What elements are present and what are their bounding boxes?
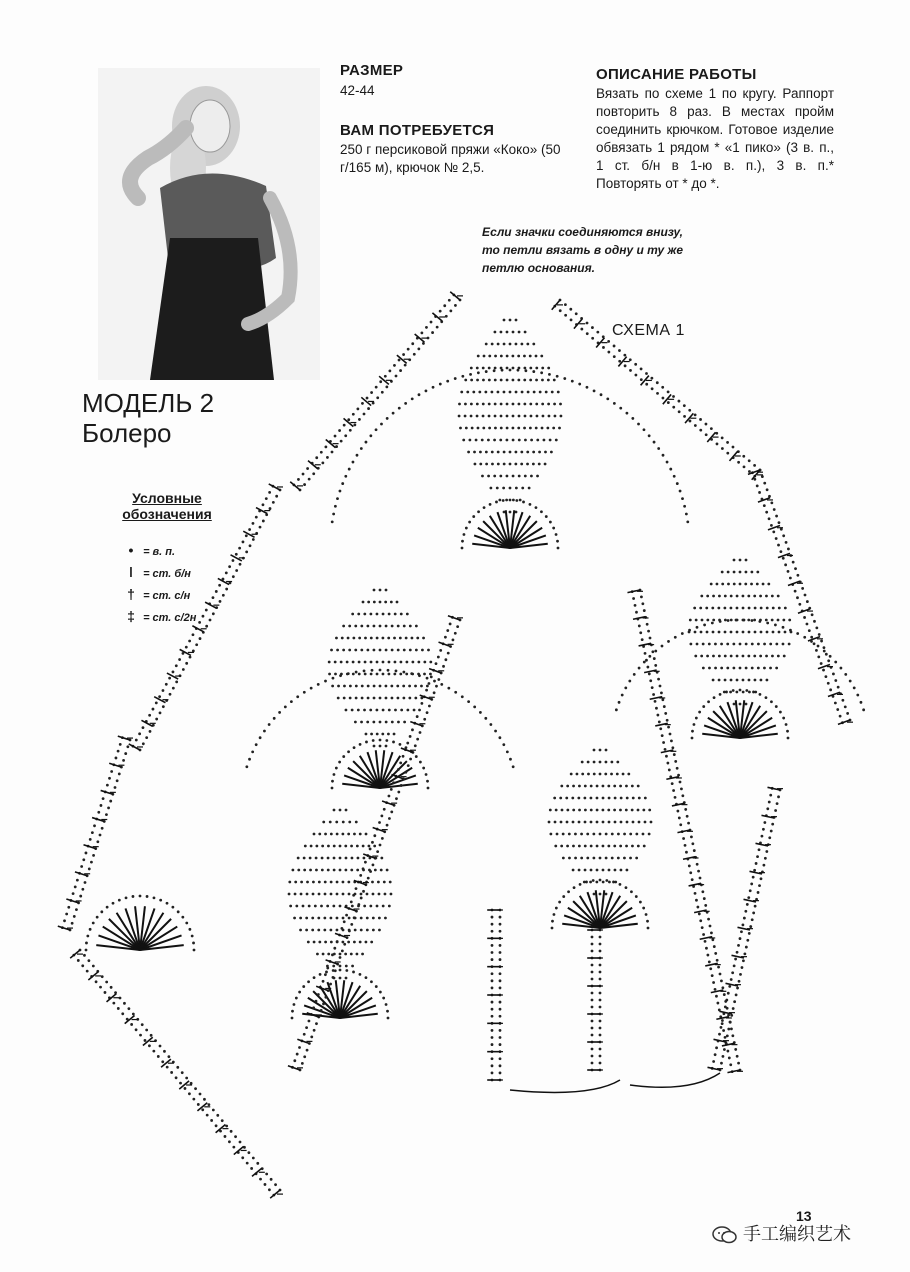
- watermark: [712, 1220, 851, 1246]
- legend-item-single-crochet: ǀ = ст. б/н: [122, 564, 191, 580]
- legend-item-treble-crochet: ‡ = ст. с/2н: [122, 608, 196, 624]
- size-value: 42-44: [340, 83, 375, 98]
- legend-heading: Условные обозначения: [122, 490, 212, 522]
- legend-item-chain: • = в. п.: [122, 542, 175, 558]
- scheme-label: СХЕМА 1: [612, 322, 685, 339]
- single-crochet-icon: ǀ: [129, 564, 133, 580]
- page-number: 13: [796, 1208, 812, 1224]
- chain-stitch-icon: •: [128, 542, 134, 558]
- need-heading: ВАМ ПОТРЕБУЕТСЯ: [340, 122, 495, 139]
- need-text: 250 г персиковой пряжи «Коко» (50 г/165 м), крючок № 2,5.: [340, 142, 561, 175]
- description-heading: ОПИСАНИЕ РАБОТЫ: [596, 66, 757, 83]
- description-text: Вязать по схеме 1 по кругу. Раппорт повторить 8 раз. В местах пройм соединить крючком. Готовое изделие обвязать 1 рядом * «1 пико» (3 в. п., 1 ст. б/н в 1-ю в. п.), 3 в. п.* Повторять от * до *.: [596, 86, 834, 191]
- crochet-diagram: [40, 290, 870, 1215]
- wechat-icon: [712, 1226, 738, 1244]
- size-heading: РАЗМЕР: [340, 62, 404, 79]
- model-title: МОДЕЛЬ 2: [82, 388, 215, 418]
- legend-item-double-crochet: † = ст. с/н: [122, 586, 190, 602]
- watermark-text: 手工编织艺术: [743, 1224, 852, 1244]
- treble-crochet-icon: ‡: [127, 608, 135, 624]
- model-subtitle: Болеро: [82, 418, 172, 448]
- stitch-note: Если значки соединяются внизу, то петли вязать в одну и ту же петлю основания.: [482, 225, 684, 275]
- double-crochet-icon: †: [127, 586, 135, 602]
